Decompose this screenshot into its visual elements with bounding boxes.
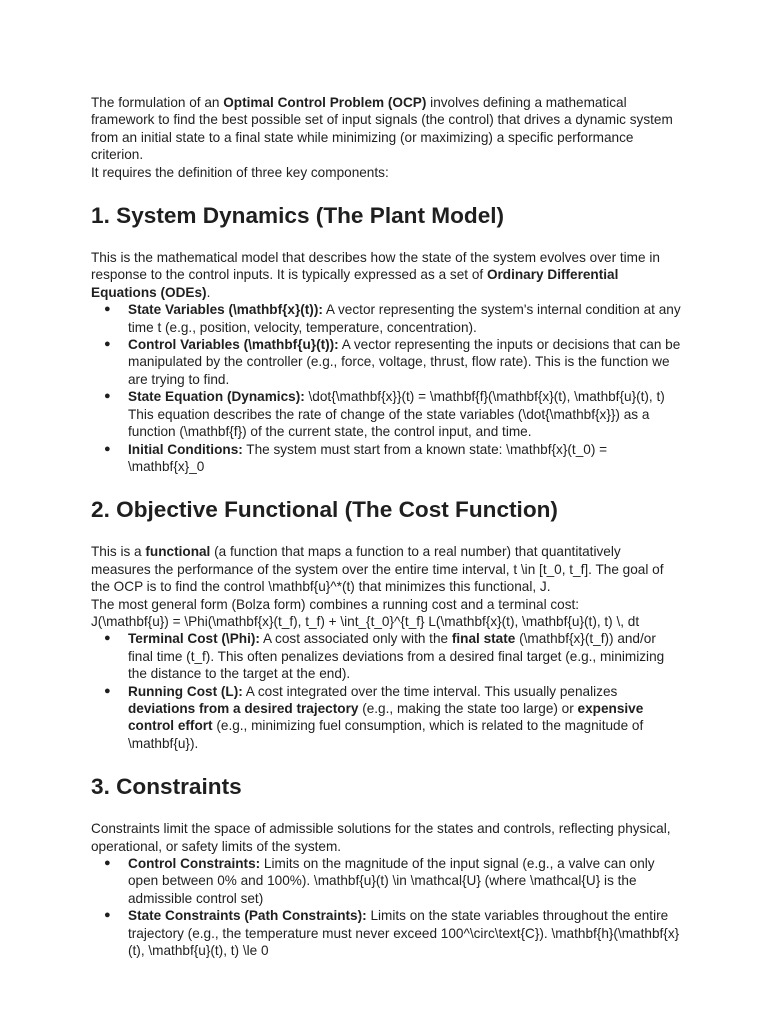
item-text: (e.g., minimizing fuel consumption, which is related to the magnitude of \mathbf{u}). (128, 718, 644, 751)
intro-text: involves defining a mathematical framework to find the best possible set of input signals (the control) that drives a dynamic system from an initial state to a final state while minimizing (or maximizing) a specific performance criterion. (91, 95, 673, 163)
intro-text: The formulation of an (91, 95, 224, 110)
bold-term: expensive control effort (128, 700, 644, 734)
item-label: State Variables (\mathbf{x}(t)): (128, 302, 323, 318)
list-item (91, 630, 682, 682)
item-label: Running Cost (L): (128, 683, 243, 699)
section-paragraph: The most general form (Bolza form) combines a running cost and a terminal cost: (91, 596, 580, 612)
list-item (91, 855, 682, 907)
paragraph-text: (a function that maps a function to a real number) that quantitatively measures the performance of the system over the entire time interval, t \in [t_0, t_f]. The goal of the OCP is to find the control \mathbf{u}^*(t) that minimizes this functional, J. (91, 544, 664, 595)
item-text: A cost associated only with the (259, 631, 452, 647)
list-item (91, 301, 682, 336)
bullet-list (91, 855, 682, 959)
bold-term: functional (145, 544, 211, 560)
item-text: A vector representing the system's internal condition at any time t (e.g., position, velocity, temperature, concentration). (128, 302, 681, 335)
item-text: Limits on the magnitude of the input signal (e.g., a valve can only open between 0% and 100%). \mathbf{u}(t) \in \mathcal{U} (where \mathcal{U} is the admissible control set) (128, 856, 655, 906)
section-paragraph (91, 543, 682, 595)
item-text: \dot{\mathbf{x}}(t) = \mathbf{f}(\mathbf{x}(t), \mathbf{u}(t), t) This equation describes the rate of change of the state variables (\dot{\mathbf{x}}) as a function (\mathbf{f}) of the current state, the control input, and time. (128, 389, 665, 440)
item-text: (\mathbf{x}(t_f)) and/or final time (t_f). This often penalizes deviations from a desired final target (e.g., minimizing the distance to the target at the end). (128, 631, 665, 682)
item-label: Control Constraints: (128, 856, 261, 871)
item-label: State Equation (Dynamics): (128, 389, 305, 405)
section-paragraph: Constraints limit the space of admissible solutions for the states and controls, reflecting physical, operational, or safety limits of the system. (91, 821, 671, 854)
bullet-icon: ● (104, 442, 111, 455)
item-text: A cost integrated over the time interval. This usually penalizes (242, 683, 618, 699)
list-item (91, 907, 682, 959)
item-label: Terminal Cost (\Phi): (128, 631, 260, 647)
intro-paragraph (91, 94, 682, 164)
list-item (91, 683, 682, 753)
paragraph-text: This is the mathematical model that describes how the state of the system evolves over time in response to the control inputs. It is typically expressed as a set of (91, 250, 660, 283)
bold-term: deviations from a desired trajectory (128, 700, 359, 716)
bullet-icon: ● (104, 390, 111, 403)
bullet-icon: ● (104, 684, 111, 697)
list-item (91, 388, 682, 440)
bullet-icon: ● (104, 303, 111, 316)
bullet-list (91, 630, 682, 752)
section-heading-objective-functional: 2. Objective Functional (The Cost Function) (91, 497, 558, 523)
list-item (91, 441, 682, 476)
item-text: (e.g., making the state too large) or (358, 700, 578, 716)
bullet-icon: ● (104, 857, 111, 869)
item-text: A vector representing the inputs or decisions that can be manipulated by the controller (e.g., force, voltage, thrust, flow rate). This is the function we are trying to find. (128, 337, 681, 387)
item-label: State Constraints (Path Constraints): (128, 908, 367, 924)
paragraph-text: This is a (91, 544, 146, 560)
bullet-icon: ● (104, 632, 111, 645)
bullet-icon: ● (104, 338, 111, 351)
item-text: Limits on the state variables throughout the entire trajectory (e.g., the temperature must never exceed 100^\circ\text{C}). \mathbf{h}(\mathbf{x}(t), \mathbf{u}(t), t) \le 0 (128, 908, 680, 959)
bold-term: Ordinary Differential Equations (ODEs) (91, 267, 619, 300)
item-label: Control Variables (\mathbf{u}(t)): (128, 337, 339, 353)
section-paragraph (91, 249, 682, 301)
intro-bold-term: Optimal Control Problem (OCP) (223, 95, 427, 110)
paragraph-text: . (206, 284, 211, 300)
formula-line: J(\mathbf{u}) = \Phi(\mathbf{x}(t_f), t_f) + \int_{t_0}^{t_f} L(\mathbf{x}(t), \mathbf{u}(t), t) \, dt (91, 613, 640, 629)
bullet-list (91, 301, 682, 475)
intro-line: It requires the definition of three key components: (91, 164, 389, 180)
bold-term: final state (451, 631, 516, 647)
bullet-icon: ● (104, 909, 111, 922)
item-text: The system must start from a known state: \mathbf{x}(t_0) = \mathbf{x}_0 (128, 441, 608, 474)
section-heading-system-dynamics: 1. System Dynamics (The Plant Model) (91, 203, 505, 229)
item-label: Initial Conditions: (128, 441, 243, 457)
section-heading-constraints: 3. Constraints (91, 774, 242, 800)
list-item (91, 336, 682, 388)
